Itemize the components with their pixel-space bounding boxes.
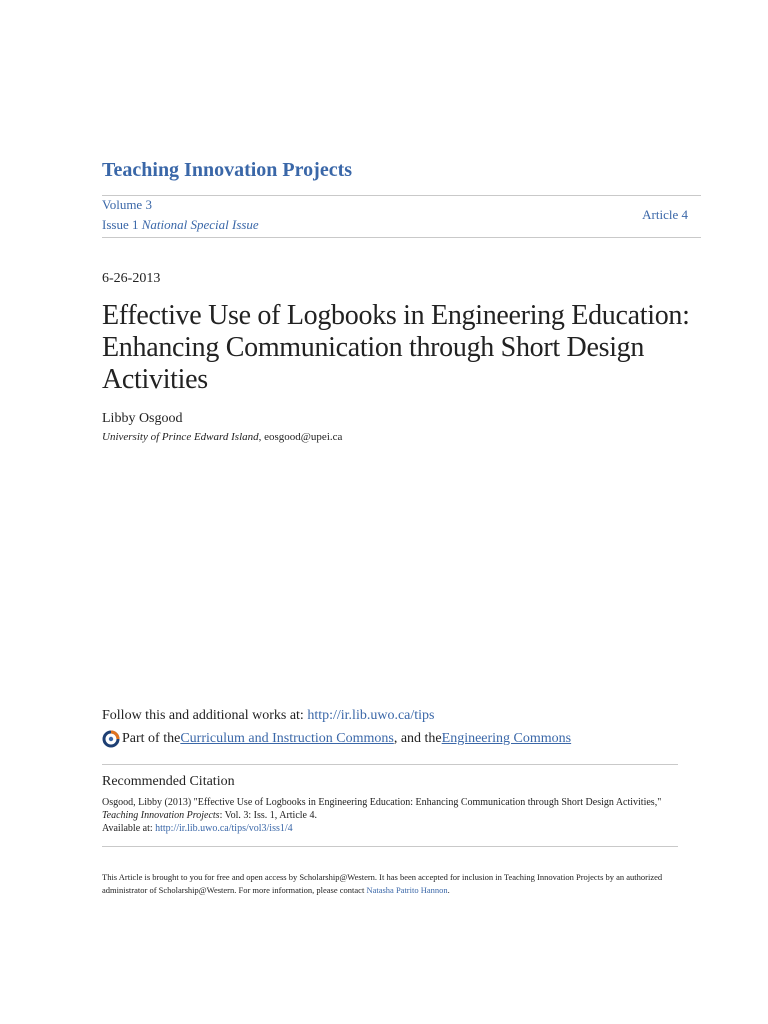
author-affiliation: [102, 431, 342, 443]
author-name: Libby Osgood: [102, 411, 183, 426]
issue-name: National Special Issue: [141, 217, 259, 232]
volume-link[interactable]: Volume 3: [102, 197, 152, 212]
bepress-commons-icon: [102, 730, 120, 748]
citation-bottom-rule: [102, 846, 678, 847]
journal-title[interactable]: Teaching Innovation Projects: [102, 159, 353, 181]
part-of-middle: , and the: [393, 731, 442, 746]
affiliation-name: University of Prince Edward Island: [102, 431, 259, 443]
issue-link[interactable]: [102, 217, 259, 233]
engineering-commons-link[interactable]: Engineering Commons: [441, 731, 572, 746]
author-email: , eosgood@upei.ca: [258, 431, 343, 443]
article-title: Effective Use of Logbooks in Engineering Education: Enhancing Communication through Short Design Activities: [102, 300, 690, 395]
repository-link[interactable]: http://ir.lib.uwo.ca/tips: [307, 708, 435, 723]
header-top-rule: [102, 195, 701, 196]
follow-text: Follow this and additional works at:: [102, 708, 308, 723]
footer-notice: [102, 871, 672, 897]
citation-top-rule: [102, 764, 678, 765]
citation-text: [102, 796, 662, 835]
citation-journal: Teaching Innovation Projects: [102, 810, 220, 821]
part-of-prefix: Part of the: [122, 731, 181, 746]
part-of-line: [102, 730, 571, 748]
issue-prefix: Issue 1: [102, 217, 139, 232]
footer-text: This Article is brought to you for free and open access by Scholarship@Western. It has been accepted for inclusion in Teaching Innovation Projects by an authorized administrator of Scholarship@Western. For more information, please contact: [102, 872, 663, 895]
header-bottom-rule: [102, 237, 701, 238]
footer-end: .: [447, 885, 450, 895]
recommended-citation-heading: Recommended Citation: [102, 774, 235, 789]
contact-link[interactable]: Natasha Patrito Hannon: [366, 885, 448, 895]
follow-line: [102, 708, 435, 724]
citation-line1: Osgood, Libby (2013) "Effective Use of Logbooks in Engineering Education: Enhancing Communication through Short Design Activities,": [102, 797, 662, 808]
curriculum-commons-link[interactable]: Curriculum and Instruction Commons: [180, 731, 394, 746]
article-number-link[interactable]: Article 4: [642, 207, 688, 222]
citation-line1-end: : Vol. 3: Iss. 1, Article 4.: [219, 810, 317, 821]
article-url-link[interactable]: http://ir.lib.uwo.ca/tips/vol3/iss1/4: [155, 823, 293, 834]
available-label: Available at:: [102, 823, 156, 834]
publication-date: 6-26-2013: [102, 271, 161, 286]
